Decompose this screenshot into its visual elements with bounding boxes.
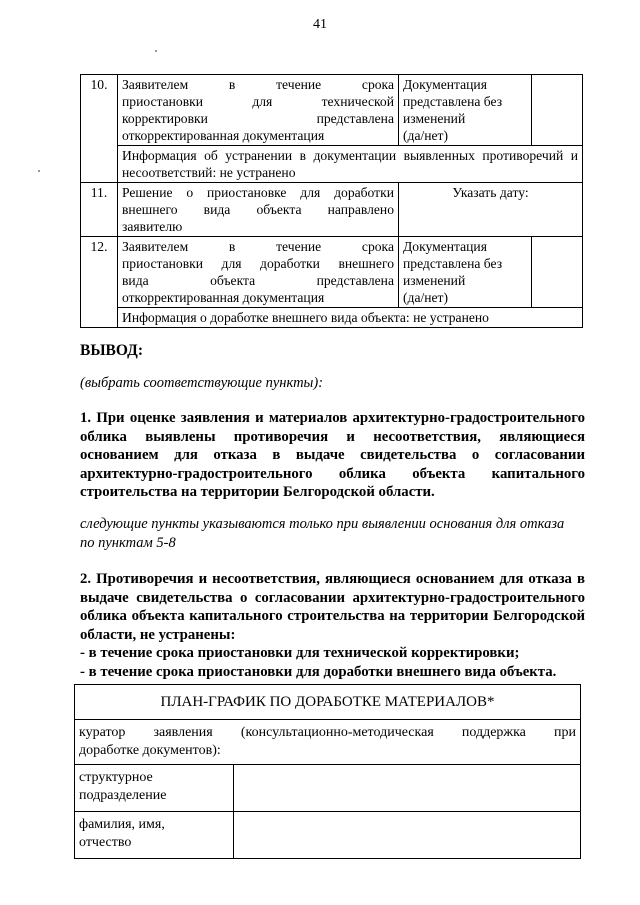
- table-row: [75, 685, 581, 720]
- item-description: Решение о приостановке для доработки внешнего вида объекта направлено заявителю: [118, 183, 399, 237]
- page-number: 41: [313, 17, 327, 32]
- documentation-status: Документация представлена без изменений (да/нет): [399, 237, 532, 308]
- table-row: [75, 720, 581, 765]
- row-number: 11.: [81, 183, 118, 237]
- info-line: Информация об устранении в документации выявленных противоречий и несоответствий: не устранено: [118, 146, 583, 183]
- structural-unit-field[interactable]: [234, 765, 581, 812]
- plan-schedule-table: [74, 684, 581, 859]
- conclusion-point-1: 1. При оценке заявления и материалов архитектурно-градостроительного облика выявлены противоречия и несоответствия, являющиеся основанием для отказа в выдаче свидетельства о согласовании архитектурно-градостроительного облика объекта капитального строительства на территории Белгородской области.: [80, 410, 585, 500]
- answer-cell[interactable]: [532, 237, 583, 308]
- curator-cell[interactable]: куратор заявления (консультационно-методическая поддержка при доработке документов):: [75, 720, 581, 765]
- structural-unit-label: структурное подразделение: [75, 765, 234, 812]
- review-checklist-table: [80, 74, 583, 328]
- scan-speck: [155, 50, 157, 52]
- table-row: [81, 308, 583, 328]
- table-row: [75, 812, 581, 859]
- scan-speck: [38, 170, 40, 172]
- table-row: [75, 765, 581, 812]
- row-number: 12.: [81, 237, 118, 328]
- documentation-status: Документация представлена без изменений (да/нет): [399, 75, 532, 146]
- choose-points-note: (выбрать соответствующие пункты):: [80, 375, 324, 391]
- conclusion-point-2: 2. Противоречия и несоответствия, являющиеся основанием для отказа в выдаче свидетельства о согласовании архитектурно-градостроительного облика объекта капитального строительства на территории Белгородской области, не устранены: - в течение срока приостановки для технической корректировки; - в течение срока приостановки для доработки внешнего вида объекта.: [80, 571, 585, 680]
- info-line: Информация о доработке внешнего вида объекта: не устранено: [118, 308, 583, 328]
- answer-cell[interactable]: [532, 75, 583, 146]
- date-field[interactable]: Указать дату:: [399, 183, 583, 237]
- full-name-field[interactable]: [234, 812, 581, 859]
- followup-note: следующие пункты указываются только при выявлении основания для отказа по пунктам 5-8: [80, 516, 565, 551]
- conclusion-heading: ВЫВОД:: [80, 342, 144, 359]
- full-name-label: фамилия, имя, отчество: [75, 812, 234, 859]
- item-description: Заявителем в течение срока приостановки для технической корректировки представлена откорректированная документация: [118, 75, 399, 146]
- table-row: [81, 75, 583, 146]
- item-description: Заявителем в течение срока приостановки для доработки внешнего вида объекта представлена откорректированная документация: [118, 237, 399, 308]
- table-row: [81, 183, 583, 237]
- plan-title: ПЛАН-ГРАФИК ПО ДОРАБОТКЕ МАТЕРИАЛОВ*: [75, 685, 581, 720]
- table-row: [81, 237, 583, 308]
- row-number: 10.: [81, 75, 118, 183]
- table-row: [81, 146, 583, 183]
